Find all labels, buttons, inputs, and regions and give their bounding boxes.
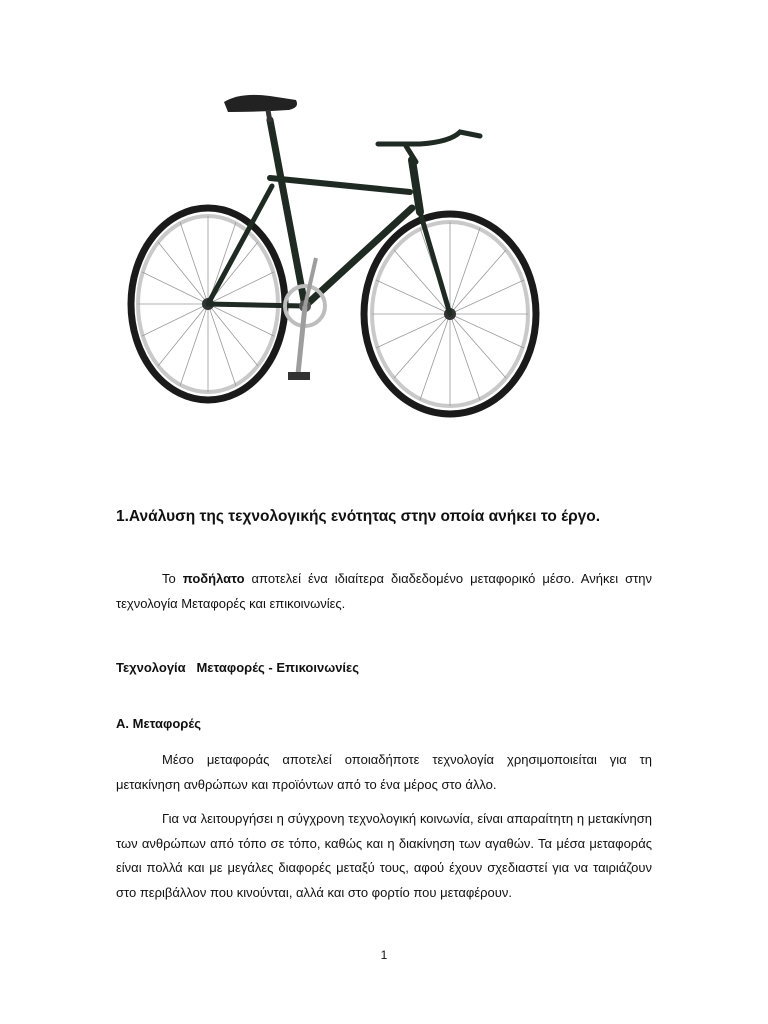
paragraph-transport-importance: Για να λειτουργήσει η σύγχρονη τεχνολογική κοινωνία, είναι απαραίτητη η μετακίνηση των ανθρώπων από τόπο σε τόπο, καθώς και η διακίνηση των αγαθών. Τα μέσα μεταφοράς είναι πολλά και με μεγάλες διαφορές μεταξύ τους, αφού έχουν σχεδιαστεί για να ταιριάζουν στο περιβάλλον που κινούνται, αλλά και στο φορτίο που μεταφέρουν. bbox=[116, 811, 652, 900]
paragraph-transport-definition: Μέσο μεταφοράς αποτελεί οποιαδήποτε τεχνολογία χρησιμοποιείται για τη μετακίνηση ανθρώπων και προϊόντων από το ένα μέρος στο άλλο. bbox=[116, 752, 652, 792]
intro-paragraph bbox=[116, 567, 652, 616]
subsection-heading: Α. Μεταφορές bbox=[116, 716, 201, 731]
bicycle-icon bbox=[120, 82, 550, 450]
crank-set bbox=[285, 258, 325, 380]
section-heading: 1.Ανάλυση της τεχνολογικής ενότητας στην οποία ανήκει το έργο. bbox=[116, 508, 601, 525]
bicycle-seat bbox=[224, 95, 297, 112]
intro-rest: αποτελεί ένα ιδιαίτερα διαδεδομένο μεταφορικό μέσο. Ανήκει στην τεχνολογία Μεταφορές και επικοινωνίες. bbox=[116, 571, 652, 611]
bicycle-figure bbox=[120, 82, 550, 450]
intro-keyword: ποδήλατο bbox=[182, 571, 245, 586]
technology-line: Τεχνολογία Μεταφορές - Επικοινωνίες bbox=[116, 660, 359, 675]
intro-lead: Το bbox=[162, 571, 183, 586]
page-number: 1 bbox=[380, 948, 388, 962]
